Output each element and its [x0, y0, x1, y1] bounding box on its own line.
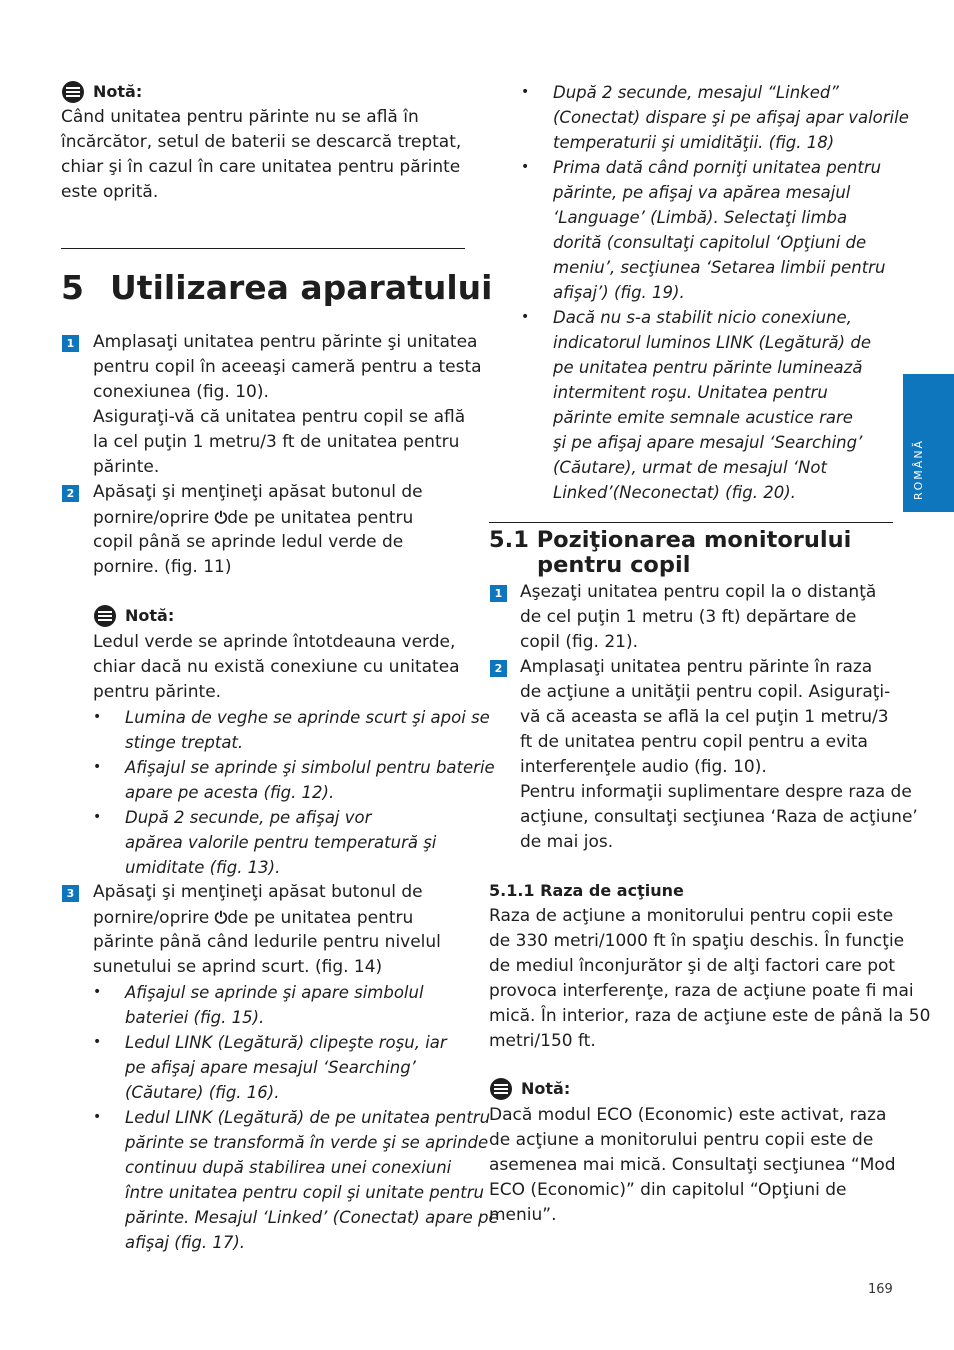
step-text: conexiunea (fig. 10). [93, 382, 269, 402]
power-icon: ⏻ [214, 908, 228, 927]
step-text: copil (fig. 21). [520, 632, 638, 652]
bullet-text: bateriei (fig. 15). [125, 1008, 265, 1027]
step-text: pornire/oprire ⏻de pe unitatea pentru [93, 508, 414, 528]
bullet-text: (Căutare) (fig. 16). [125, 1083, 280, 1102]
bullet: • [93, 984, 102, 1000]
step-number: 1 [62, 335, 79, 352]
note-icon [94, 605, 116, 627]
step-text: de cel puţin 1 metru (3 ft) depărtare de [520, 607, 857, 627]
bullet-text: părinte, pe afişaj va apărea mesajul [553, 183, 851, 202]
step-text: Apăsaţi şi menţineţi apăsat butonul de [93, 882, 423, 902]
bullet-text: intermitent roşu. Unitatea pentru [553, 383, 828, 402]
bullet-text: Dacă nu s-a stabilit nicio conexiune, [553, 308, 852, 327]
bullet: • [521, 84, 530, 100]
step-text: pentru copil în aceeaşi cameră pentru a testa [93, 357, 482, 377]
bullet-text: (Căutare), urmat de mesajul ‘Not [553, 458, 827, 477]
bullet-text: afişaj’) (fig. 19). [553, 283, 685, 302]
step-text: de acţiune a unităţii pentru copil. Asiguraţi- [520, 682, 891, 702]
step-text: Asiguraţi-vă că unitatea pentru copil se află [93, 407, 466, 427]
body-text: provoca interferenţe, raza de acţiune poate fi mai [489, 981, 914, 1001]
note-text: asemenea mai mică. Consultaţi secţiunea “Mod [489, 1155, 896, 1175]
step-text: Amplasaţi unitatea pentru părinte în raza [520, 657, 873, 677]
bullet-text: temperaturii şi umidităţii. (fig. 18) [553, 133, 835, 152]
bullet-text: dorită (consultaţi capitolul ‘Opţiuni de [553, 233, 867, 252]
bullet-text: părinte se transformă în verde şi se aprinde [125, 1133, 489, 1152]
note-icon [62, 81, 84, 103]
note-text: Când unitatea pentru părinte nu se află în [61, 107, 419, 127]
bullet-text: pe afişaj apare mesajul ‘Searching’ [125, 1058, 416, 1077]
note-text: meniu”. [489, 1205, 557, 1225]
note-text: chiar dacă nu există conexiune cu unitatea [93, 657, 460, 677]
section-divider [489, 522, 893, 523]
body-text: de 330 metri/1000 ft în spaţiu deschis. În funcţie [489, 931, 905, 951]
step-text: sunetului se aprind scurt. (fig. 14) [93, 957, 383, 977]
step-text: Amplasaţi unitatea pentru părinte şi unitatea [93, 332, 478, 352]
bullet-text: ‘Language’ (Limbă). Selectaţi limba [553, 208, 848, 227]
chapter-divider [61, 248, 465, 249]
chapter-number: 5 [61, 268, 84, 307]
step-text: pornire. (fig. 11) [93, 557, 232, 577]
note-text: încărcător, setul de baterii se descarcă treptat, [61, 132, 462, 152]
note-text: de acţiune a monitorului pentru copii este de [489, 1130, 874, 1150]
body-text: metri/150 ft. [489, 1031, 596, 1051]
bullet-text: (Conectat) dispare şi pe afişaj apar valorile [553, 108, 909, 127]
bullet-text: stinge treptat. [125, 733, 244, 752]
bullet: • [521, 159, 530, 175]
step-number: 3 [62, 885, 79, 902]
bullet: • [93, 1034, 102, 1050]
bullet-text: pe unitatea pentru părinte luminează [553, 358, 863, 377]
section-title: pentru copil [537, 552, 691, 578]
page-number: 169 [868, 1282, 893, 1297]
bullet-text: După 2 secunde, mesajul “Linked” [553, 83, 839, 102]
note-title: Notă: [125, 606, 175, 625]
section-title: 5.1 Poziţionarea monitorului [489, 527, 852, 553]
bullet-text: părinte. Mesajul ‘Linked’ (Conectat) apare pe [125, 1208, 499, 1227]
chapter-title: Utilizarea aparatului [110, 268, 493, 307]
subsection-title: 5.1.1 Raza de acţiune [489, 881, 684, 900]
note-text: este oprită. [61, 182, 159, 202]
bullet-text: umiditate (fig. 13). [125, 858, 281, 877]
body-text: de mediul înconjurător şi de alţi factori care pot [489, 956, 896, 976]
step-number: 2 [490, 660, 507, 677]
bullet-text: continuu după stabilirea unei conexiuni [125, 1158, 452, 1177]
note-icon [490, 1078, 512, 1100]
step-text: la cel puţin 1 metru/3 ft de unitatea pentru [93, 432, 460, 452]
bullet-text: Lumina de veghe se aprinde scurt şi apoi se [125, 708, 490, 727]
note-title: Notă: [93, 82, 143, 101]
language-tab-label: ROMÂNĂ [912, 438, 925, 500]
bullet-text: Afişajul se aprinde şi simbolul pentru baterie [125, 758, 495, 777]
step-text: vă că aceasta se află la cel puţin 1 metru/3 [520, 707, 889, 727]
note-text: ECO (Economic)” din capitolul “Opţiuni de [489, 1180, 847, 1200]
bullet-text: părinte emite semnale acustice rare [553, 408, 853, 427]
step-number: 1 [490, 585, 507, 602]
step-text: Apăsaţi şi menţineţi apăsat butonul de [93, 482, 423, 502]
step-text: acţiune, consultaţi secţiunea ‘Raza de acţiune’ [520, 807, 918, 827]
bullet-text: afişaj (fig. 17). [125, 1233, 246, 1252]
note-text: Dacă modul ECO (Economic) este activat, raza [489, 1105, 887, 1125]
bullet-text: între unitatea pentru copil şi unitate pentru [125, 1183, 485, 1202]
step-text: părinte până când ledurile pentru nivelul [93, 932, 441, 952]
bullet-text: După 2 secunde, pe afişaj vor [125, 808, 372, 827]
step-text: interferenţele audio (fig. 10). [520, 757, 767, 777]
bullet: • [521, 309, 530, 325]
bullet-text: apare pe acesta (fig. 12). [125, 783, 335, 802]
bullet-text: indicatorul luminos LINK (Legătură) de [553, 333, 871, 352]
step-text: Aşezaţi unitatea pentru copil la o distanţă [520, 582, 877, 602]
note-text: Ledul verde se aprinde întotdeauna verde, [93, 632, 456, 652]
language-tab [903, 374, 954, 512]
power-icon: ⏻ [214, 508, 228, 527]
bullet-text: Ledul LINK (Legătură) de pe unitatea pentru [125, 1108, 491, 1127]
step-text: Pentru informaţii suplimentare despre raza de [520, 782, 912, 802]
bullet-text: apărea valorile pentru temperatură şi [125, 833, 437, 852]
body-text: mică. În interior, raza de acţiune este de până la 50 [489, 1006, 931, 1026]
step-text: de mai jos. [520, 832, 614, 852]
step-text: părinte. [93, 457, 160, 477]
bullet-text: Linked’(Neconectat) (fig. 20). [553, 483, 796, 502]
body-text: Raza de acţiune a monitorului pentru copii este [489, 906, 894, 926]
note-title: Notă: [521, 1079, 571, 1098]
bullet: • [93, 759, 102, 775]
bullet-text: Afişajul se aprinde şi apare simbolul [125, 983, 424, 1002]
bullet: • [93, 709, 102, 725]
bullet-text: şi pe afişaj apare mesajul ‘Searching’ [553, 433, 863, 452]
step-number: 2 [62, 485, 79, 502]
bullet-text: meniu’, secţiunea ‘Setarea limbii pentru [553, 258, 886, 277]
bullet-text: Ledul LINK (Legătură) clipeşte roşu, iar [125, 1033, 447, 1052]
bullet: • [93, 809, 102, 825]
step-text: pornire/oprire ⏻de pe unitatea pentru [93, 908, 414, 928]
bullet: • [93, 1109, 102, 1125]
step-text: ft de unitatea pentru copil pentru a evita [520, 732, 868, 752]
step-text: copil până se aprinde ledul verde de [93, 532, 404, 552]
note-text: chiar şi în cazul în care unitatea pentru părinte [61, 157, 461, 177]
bullet-text: Prima dată când porniţi unitatea pentru [553, 158, 882, 177]
note-text: pentru părinte. [93, 682, 222, 702]
